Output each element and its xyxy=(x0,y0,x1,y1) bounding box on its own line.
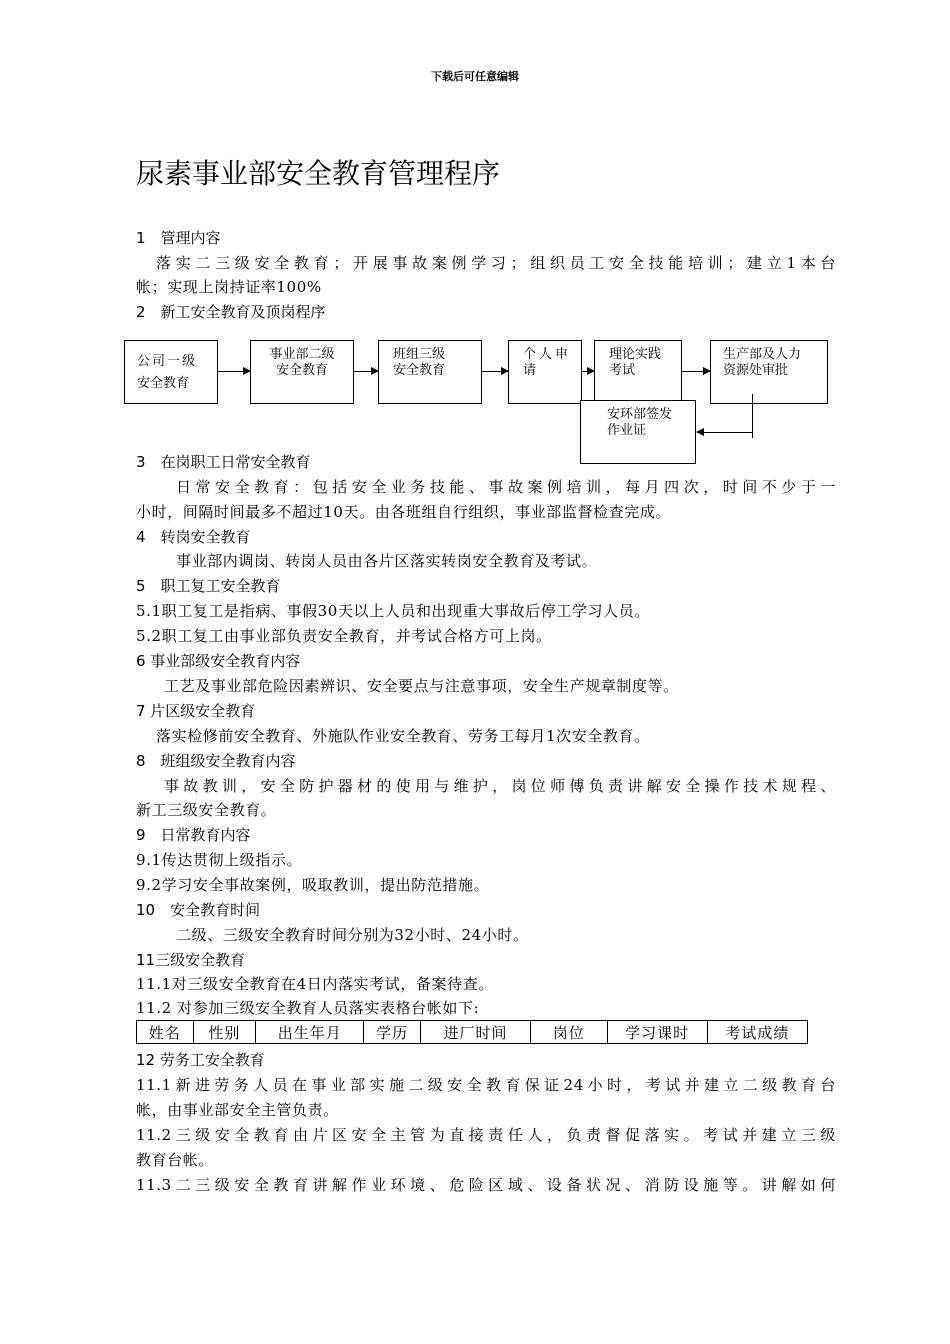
flow-arrow-return xyxy=(697,432,753,433)
section-9-heading: 9 日常教育内容 xyxy=(136,826,251,844)
section-2-heading: 2 新工安全教育及顶岗程序 xyxy=(136,303,326,321)
table-header-cell: 进厂时间 xyxy=(420,1021,530,1044)
section-12-heading: 12 劳务工安全教育 xyxy=(136,1051,265,1069)
flow-box-company-level-line1: 公司一级 xyxy=(137,354,198,369)
header-note: 下载后可任意编辑 xyxy=(431,70,519,83)
section-8-text-2: 新工三级安全教育。 xyxy=(136,801,277,819)
flow-box-company-level xyxy=(124,340,218,404)
section-12-text-3: 11.2三级安全教育由片区安全主管为直接责任人，负责督促落实。考试并建立三级 xyxy=(136,1126,836,1144)
flow-box-division-level-line2: 安全教育 xyxy=(275,363,328,378)
section-4-text-1: 事业部内调岗、转岗人员由各片区落实转岗安全教育及考试。 xyxy=(176,552,598,570)
flow-box-division-level xyxy=(250,340,354,404)
table-header-cell: 岗位 xyxy=(531,1021,607,1044)
table-header-cell: 姓名 xyxy=(137,1021,194,1044)
flow-box-division-level-line1: 事业部二级 xyxy=(269,347,335,362)
section-12-text-5: 11.3二三级安全教育讲解作业环境、危险区域、设备状况、消防设施等。讲解如何 xyxy=(136,1176,836,1194)
section-8-heading: 8 班组级安全教育内容 xyxy=(136,752,296,770)
section-11-text-1: 11.1对三级安全教育在4日内落实考试，备案待查。 xyxy=(136,975,494,993)
section-12-text-1: 11.1新进劳务人员在事业部实施二级安全教育保证24小时，考试并建立二级教育台 xyxy=(136,1076,836,1094)
section-6-text-1: 工艺及事业部危险因素辨识、安全要点与注意事项，安全生产规章制度等。 xyxy=(164,677,679,695)
table-header-cell: 性别 xyxy=(193,1021,256,1044)
flow-arrow-4 xyxy=(582,371,594,372)
flow-box-hr-approval-line2: 资源处审批 xyxy=(723,363,789,378)
table-header-cell: 出生年月 xyxy=(256,1021,364,1044)
page-title: 尿素事业部安全教育管理程序 xyxy=(136,157,501,190)
section-5-heading: 5 职工复工安全教育 xyxy=(136,577,281,595)
flow-arrow-2 xyxy=(354,371,378,372)
section-8-text-1: 事故教训，安全防护器材的使用与维护，岗位师傅负责讲解安全操作技术规程、 xyxy=(164,777,836,795)
section-5-text-1: 5.1职工复工是指病、事假30天以上人员和出现重大事故后停工学习人员。 xyxy=(136,602,650,620)
table-header-cell: 学习课时 xyxy=(607,1021,707,1044)
section-7-text-1: 落实检修前安全教育、外施队作业安全教育、劳务工每月1次安全教育。 xyxy=(156,727,650,745)
section-7-heading: 7 片区级安全教育 xyxy=(136,702,256,720)
flow-arrow-3 xyxy=(482,371,508,372)
section-3-heading: 3 在岗职工日常安全教育 xyxy=(136,453,311,471)
section-10-heading: 10 安全教育时间 xyxy=(136,901,261,919)
flow-box-company-level-line2: 安全教育 xyxy=(137,376,190,391)
flow-box-personal-application xyxy=(508,340,582,404)
flow-box-team-level-line1: 班组三级 xyxy=(393,347,446,362)
flow-box-personal-application-line1: 个人申 xyxy=(523,347,572,362)
flow-box-hr-approval-line1: 生产部及人力 xyxy=(723,347,802,362)
flow-box-team-level xyxy=(378,340,482,404)
section-11-text-2: 11.2 对参加三级安全教育人员落实表格台帐如下: xyxy=(136,999,480,1017)
section-12-text-4: 教育台帐。 xyxy=(136,1151,215,1169)
table-header-cell: 考试成绩 xyxy=(707,1021,807,1044)
flow-box-exam xyxy=(594,340,682,404)
flow-box-team-level-line2: 安全教育 xyxy=(393,363,446,378)
section-6-heading: 6 事业部级安全教育内容 xyxy=(136,652,301,670)
section-12-text-2: 帐，由事业部安全主管负责。 xyxy=(136,1101,339,1119)
flow-arrow-5 xyxy=(682,371,710,372)
flow-arrow-1 xyxy=(218,371,250,372)
section-4-heading: 4 转岗安全教育 xyxy=(136,528,251,546)
section-9-text-2: 9.2学习安全事故案例，吸取教训，提出防范措施。 xyxy=(136,876,490,894)
section-1-heading: 1 管理内容 xyxy=(136,229,221,247)
section-3-text-2: 小时，间隔时间最多不超过10天。由各班组自行组织，事业部监督检查完成。 xyxy=(136,503,672,521)
table-header-row xyxy=(137,1021,808,1044)
flow-box-personal-application-line2: 请 xyxy=(523,363,537,378)
section-9-text-1: 9.1传达贯彻上级指示。 xyxy=(136,851,303,869)
flow-box-exam-line1: 理论实践 xyxy=(609,347,662,362)
flow-box-safety-certificate-line1: 安环部签发 xyxy=(607,407,673,422)
flow-box-hr-approval xyxy=(710,340,828,404)
section-10-text-1: 二级、三级安全教育时间分别为32小时、24小时。 xyxy=(176,926,529,944)
section-5-text-2: 5.2职工复工由事业部负责安全教育，并考试合格方可上岗。 xyxy=(136,627,552,645)
section-1-text-1: 落实二三级安全教育；开展事故案例学习；组织员工安全技能培训；建立1本台 xyxy=(156,254,836,272)
section-3-text-1: 日常安全教育：包括安全业务技能、事故案例培训，每月四次，时间不少于一 xyxy=(176,478,836,496)
section-1-text-2: 帐；实现上岗持证率100% xyxy=(136,278,322,296)
flow-box-exam-line2: 考试 xyxy=(609,363,636,378)
trainee-ledger-table xyxy=(136,1020,808,1044)
flow-box-safety-certificate-line2: 作业证 xyxy=(607,423,647,438)
table-header-cell: 学历 xyxy=(364,1021,421,1044)
section-11-heading: 11三级安全教育 xyxy=(136,951,246,969)
